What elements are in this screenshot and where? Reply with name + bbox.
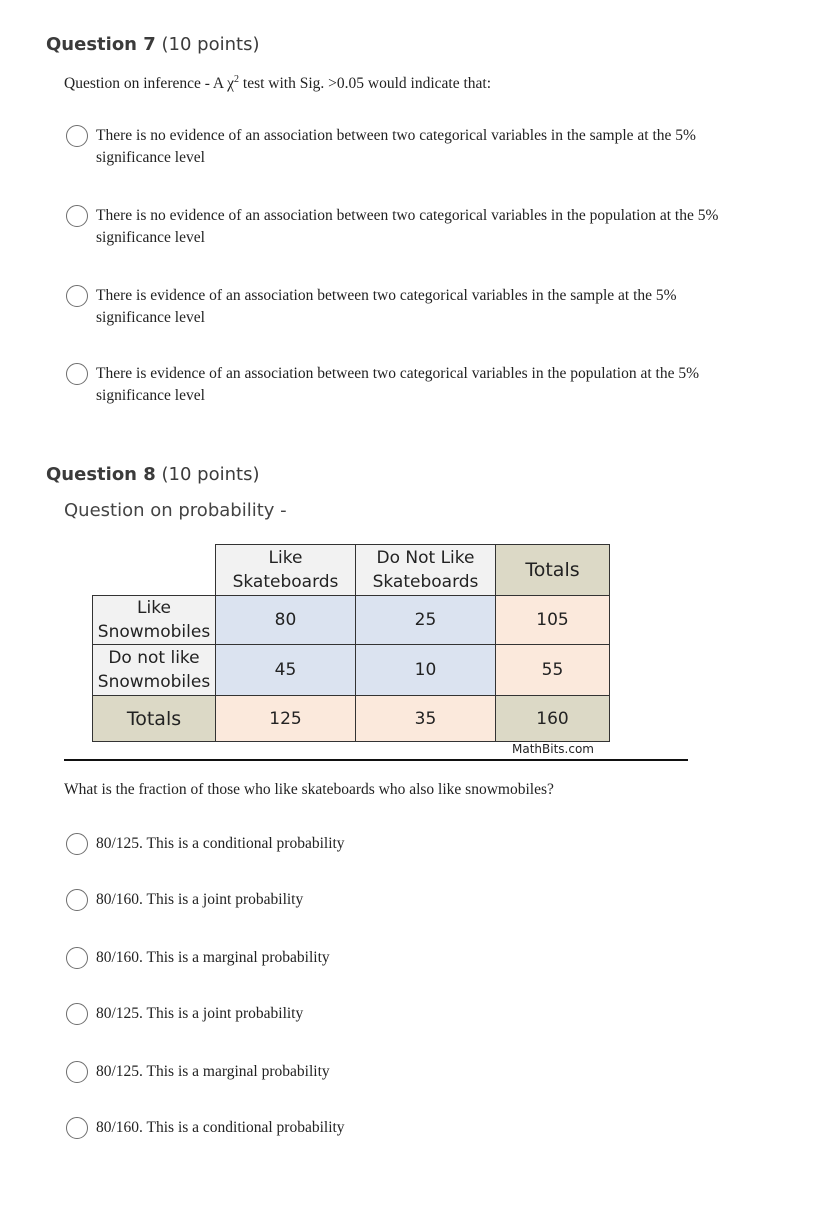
option-label: 80/160. This is a conditional probability — [96, 1119, 345, 1136]
table-cell: 105 — [495, 595, 610, 645]
q8-option-5[interactable] — [66, 1061, 330, 1083]
option-label: There is no evidence of an association between two categorical variables in the sample at the 5% significance level — [96, 127, 696, 166]
option-label: There is evidence of an association between two categorical variables in the sample at the 5% significance level — [96, 287, 677, 326]
table-cell: 35 — [355, 695, 496, 742]
table-cell: 45 — [215, 644, 356, 696]
option-label: 80/125. This is a joint probability — [96, 1005, 304, 1022]
question-number: Question 7 — [46, 34, 156, 55]
radio-button[interactable] — [66, 833, 88, 855]
question-7-text: Question on inference - A $\chi^2$ test with Sig. >0.05 would indicate that: — [64, 74, 491, 93]
radio-button[interactable] — [66, 1117, 88, 1139]
radio-button[interactable] — [66, 889, 88, 911]
table-cell: 160 — [495, 695, 610, 742]
q8-option-2[interactable] — [66, 889, 303, 911]
q7-option-3[interactable] — [66, 285, 677, 329]
divider — [64, 759, 688, 761]
radio-button[interactable] — [66, 205, 88, 227]
table-cell: 55 — [495, 644, 610, 696]
q7-option-4[interactable] — [66, 363, 699, 407]
radio-button[interactable] — [66, 363, 88, 385]
image-credit: MathBits.com — [512, 742, 594, 756]
q7-option-1[interactable] — [66, 125, 696, 169]
radio-button[interactable] — [66, 285, 88, 307]
q7-option-2[interactable] — [66, 205, 718, 249]
table-cell: 25 — [355, 595, 496, 645]
q8-option-3[interactable] — [66, 947, 330, 969]
question-points: (10 points) — [161, 34, 260, 55]
table-cell: 10 — [355, 644, 496, 696]
q8-option-1[interactable] — [66, 833, 345, 855]
col-head-like-skateboards: Like Skateboards — [215, 544, 356, 596]
q8-option-6[interactable] — [66, 1117, 345, 1139]
col-head-not-like-skateboards: Do Not Like Skateboards — [355, 544, 496, 596]
option-label: 80/125. This is a conditional probability — [96, 835, 345, 852]
option-label: There is evidence of an association between two categorical variables in the population at the 5% significance level — [96, 365, 699, 404]
option-label: There is no evidence of an association between two categorical variables in the population at the 5% significance level — [96, 207, 719, 246]
col-head-totals: Totals — [495, 544, 610, 596]
table-cell: 125 — [215, 695, 356, 742]
radio-button[interactable] — [66, 1003, 88, 1025]
question-number: Question 8 — [46, 464, 156, 485]
table-cell: 80 — [215, 595, 356, 645]
option-label: 80/160. This is a marginal probability — [96, 949, 330, 966]
option-label: 80/125. This is a marginal probability — [96, 1063, 330, 1080]
question-8-text: What is the fraction of those who like skateboards who also like snowmobiles? — [64, 781, 554, 798]
question-7-title — [46, 34, 260, 55]
q8-option-4[interactable] — [66, 1003, 303, 1025]
row-head-like-snowmobiles: Like Snowmobiles — [92, 595, 216, 645]
question-points: (10 points) — [161, 464, 260, 485]
question-8-subtitle: Question on probability - — [64, 500, 287, 521]
option-label: 80/160. This is a joint probability — [96, 891, 304, 908]
radio-button[interactable] — [66, 1061, 88, 1083]
row-head-totals: Totals — [92, 695, 216, 742]
row-head-not-like-snowmobiles: Do not like Snowmobiles — [92, 644, 216, 696]
radio-button[interactable] — [66, 947, 88, 969]
radio-button[interactable] — [66, 125, 88, 147]
question-8-title — [46, 464, 260, 485]
